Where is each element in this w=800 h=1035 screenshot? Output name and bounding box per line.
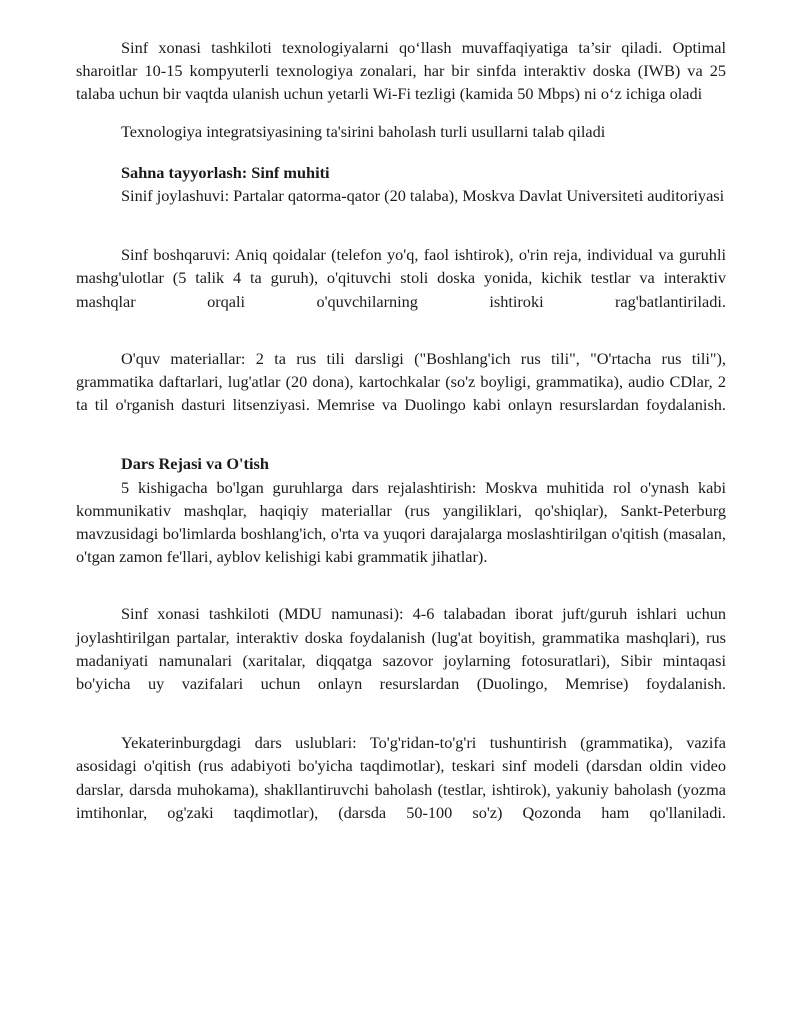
paragraph-classroom-management: Sinf boshqaruvi: Aniq qoidalar (telefon yo'q, faol ishtirok), o'rin reja, individual va guruhli mashg'ulotlar (5 talik 4 ta guruh), o'qituvchi stoli doska yonida, kichik testlar va interaktiv mashqlar orqali o'quvchilarning ishtiroki rag'batlantiriladi. (76, 245, 726, 311)
paragraph-classroom-layout: Sinif joylashuvi: Partalar qatorma-qator (20 talaba), Moskva Davlat Universiteti auditoriyasi (121, 186, 725, 206)
paragraph-group-lesson-planning: 5 kishigacha bo'lgan guruhlarga dars rejalashtirish: Moskva muhitida rol o'ynash kabi kommunikativ mashqlar, haqiqiy materiallar (rus yangiliklari, qo'shiqlar), Sankt-Peterburg mavzusidagi bo'limlarda boshlang'ich, o'rta va yuqori darajalarga moslashtirilgan o'qitish (masalan, o'tgan zamon fe'llari, ayblov kelishigi kabi grammatik jihatlar). (76, 477, 726, 567)
paragraph-assessment: Texnologiya integratsiyasining ta'sirini baholash turli usullarni talab qiladi (121, 121, 606, 141)
paragraph-technology-organization: Sinf xonasi tashkiloti texnologiyalarni qo‘llash muvaffaqiyatiga ta’sir qiladi. Optimal sharoitlar 10-15 kompyuterli texnologiya zonalari, har bir sinfda interaktiv doska (IWB) va 25 talaba uchun bir vaqtda ulanish uchun yetarli Wi-Fi tezligi (kamida 50 Mbps) ni o‘z ichiga oladi (76, 38, 726, 104)
heading-lesson-plan: Dars Rejasi va O'tish (121, 454, 269, 474)
paragraph-teaching-methods: Yekaterinburgdagi dars uslublari: To'g'ridan-to'g'ri tushuntirish (grammatika), vazifa asosidagi o'qitish (rus adabiyoti bo'yicha taqdimotlar), teskari sinf modeli (darsdan oldin video darslar, darsda muhokama), shakllantiruvchi baholash (testlar, ishtirok), yakuniy baholash (yozma imtihonlar, og'zaki taqdimotlar), (darsda 50-100 so'z) Qozonda ham qo'llaniladi. (76, 733, 726, 822)
heading-classroom-environment: Sahna tayyorlash: Sinf muhiti (121, 162, 330, 182)
paragraph-learning-materials: O'quv materiallar: 2 ta rus tili darsligi ("Boshlang'ich rus tili", "O'rtacha rus tili"), grammatika daftarlari, lug'atlar (20 dona), kartochkalar (so'z boyligi, grammatika), audio CDlar, 2 ta til o'rganish dasturi litsenziyasi. Memrise va Duolingo kabi onlayn resurslardan foydalanish. (76, 348, 726, 415)
paragraph-classroom-organization-mdu: Sinf xonasi tashkiloti (MDU namunasi): 4-6 talabadan iborat juft/guruh ishlari uchun joylashtirilgan partalar, interaktiv doska foydalanish (lug'at boyitish, grammatika mashqlari), rus madaniyati namunalari (xaritalar, diqqatga sazovor joylarning fotosuratlari), Sibir mintaqasi bo'yicha uy vazifalari uchun onlayn resurslardan (Duolingo, Memrise) foydalanish. (76, 604, 726, 694)
document-page (76, 36, 726, 824)
